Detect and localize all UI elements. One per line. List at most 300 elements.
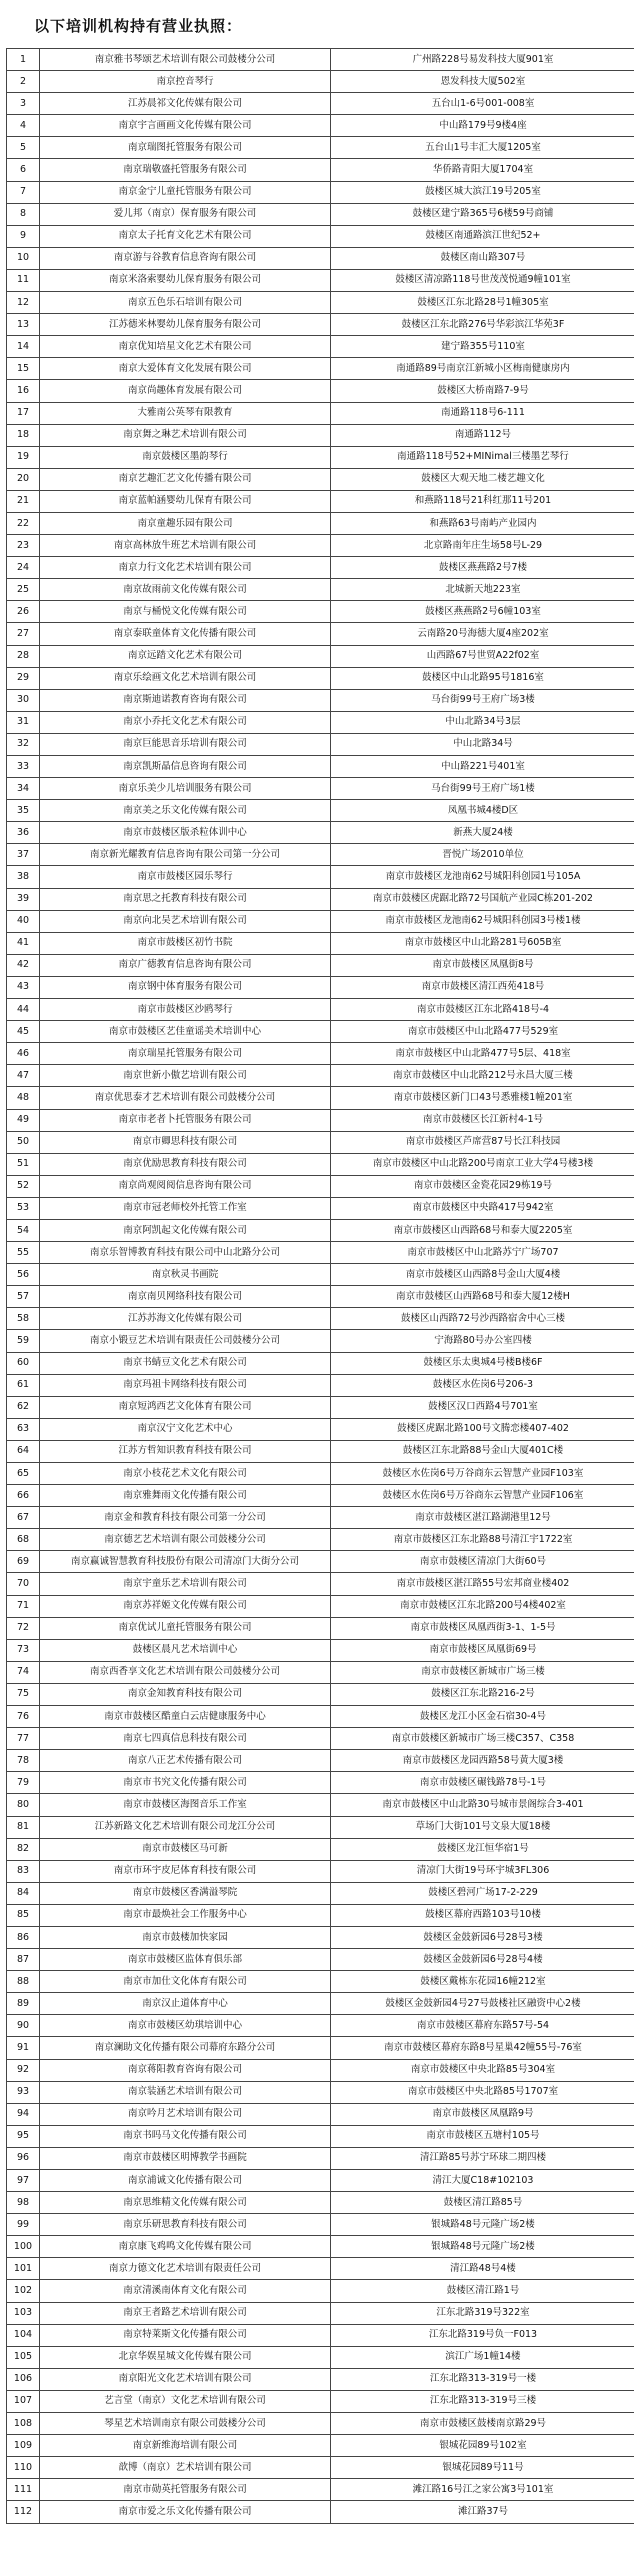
company-name: 南京装涵艺术培训有限公司 bbox=[40, 2081, 331, 2103]
company-address: 北城新天地223室 bbox=[331, 579, 634, 601]
row-number: 44 bbox=[7, 999, 40, 1021]
company-name: 南京市勋英托管服务有限公司 bbox=[40, 2479, 331, 2501]
company-name: 南京赢诚智慧教育科技股份有限公司清凉门大街分公司 bbox=[40, 1551, 331, 1573]
table-row bbox=[7, 247, 634, 269]
table-row bbox=[7, 1617, 634, 1639]
company-address: 滩江路37号 bbox=[331, 2501, 634, 2523]
table-row bbox=[7, 2302, 634, 2324]
table-row bbox=[7, 2346, 634, 2368]
row-number: 11 bbox=[7, 269, 40, 291]
row-number: 35 bbox=[7, 800, 40, 822]
row-number: 97 bbox=[7, 2170, 40, 2192]
table-row bbox=[7, 667, 634, 689]
row-number: 89 bbox=[7, 1993, 40, 2015]
company-name: 南京市环宇皮尼体育科技有限公司 bbox=[40, 1860, 331, 1882]
row-number: 1 bbox=[7, 49, 40, 71]
row-number: 101 bbox=[7, 2258, 40, 2280]
table-row bbox=[7, 93, 634, 115]
company-address: 南京市鼓楼区新城市广场三楼C357、C358 bbox=[331, 1728, 634, 1750]
company-name: 江苏晨祁文化传媒有限公司 bbox=[40, 93, 331, 115]
table-row bbox=[7, 1175, 634, 1197]
company-name: 南京宇言画画文化传媒有限公司 bbox=[40, 115, 331, 137]
table-row bbox=[7, 512, 634, 534]
company-address: 鼓楼区幕府西路103号10楼 bbox=[331, 1904, 634, 1926]
table-row bbox=[7, 2081, 634, 2103]
company-name: 鼓楼区晨凡艺术培训中心 bbox=[40, 1639, 331, 1661]
company-address: 南京市鼓楼区中央北路85号1707室 bbox=[331, 2081, 634, 2103]
table-row bbox=[7, 1308, 634, 1330]
row-number: 93 bbox=[7, 2081, 40, 2103]
row-number: 99 bbox=[7, 2214, 40, 2236]
company-name: 南京市鼓楼区幼琪培训中心 bbox=[40, 2015, 331, 2037]
row-number: 41 bbox=[7, 932, 40, 954]
company-name: 南京雅书琴颂艺术培训有限公司鼓楼分公司 bbox=[40, 49, 331, 71]
row-number: 16 bbox=[7, 380, 40, 402]
company-address: 南京市鼓楼区清凉门大街60号 bbox=[331, 1551, 634, 1573]
row-number: 80 bbox=[7, 1794, 40, 1816]
row-number: 107 bbox=[7, 2390, 40, 2412]
company-address: 清凉门大街19号环宇城3FL306 bbox=[331, 1860, 634, 1882]
row-number: 26 bbox=[7, 601, 40, 623]
company-name: 南京八正艺术传播有限公司 bbox=[40, 1750, 331, 1772]
company-name: 南京市老者卜托管服务有限公司 bbox=[40, 1109, 331, 1131]
document-title: 以下培训机构持有营业执照： bbox=[34, 17, 243, 35]
table-row bbox=[7, 1485, 634, 1507]
table-row bbox=[7, 1971, 634, 1993]
table-row bbox=[7, 1794, 634, 1816]
row-number: 30 bbox=[7, 689, 40, 711]
company-name: 南京瑞星托管服务有限公司 bbox=[40, 1043, 331, 1065]
row-number: 103 bbox=[7, 2302, 40, 2324]
company-address: 南京市鼓楼区碾钱路78号-1号 bbox=[331, 1772, 634, 1794]
table-row bbox=[7, 1440, 634, 1462]
table-row bbox=[7, 1860, 634, 1882]
row-number: 10 bbox=[7, 247, 40, 269]
company-name: 南京宇童乐艺术培训有限公司 bbox=[40, 1573, 331, 1595]
company-name: 南京童趣乐园有限公司 bbox=[40, 512, 331, 534]
table-row bbox=[7, 1197, 634, 1219]
row-number: 73 bbox=[7, 1639, 40, 1661]
company-name: 南京市书究文化传播有限公司 bbox=[40, 1772, 331, 1794]
company-address: 南京市鼓楼区清江西苑418号 bbox=[331, 976, 634, 998]
company-address: 南京市鼓楼区幕府东路8号星巢42幢55号-76室 bbox=[331, 2037, 634, 2059]
row-number: 20 bbox=[7, 468, 40, 490]
row-number: 55 bbox=[7, 1242, 40, 1264]
table-row bbox=[7, 1043, 634, 1065]
table-row bbox=[7, 1949, 634, 1971]
row-number: 6 bbox=[7, 159, 40, 181]
company-name: 南京思之托教育科技有限公司 bbox=[40, 888, 331, 910]
table-row bbox=[7, 181, 634, 203]
company-address: 南京市鼓楼区鼓楼南京路29号 bbox=[331, 2413, 634, 2435]
table-row bbox=[7, 1330, 634, 1352]
company-address: 鼓楼区南通路滨江世纪52+ bbox=[331, 225, 634, 247]
company-address: 鼓楼区水佐岗6号万谷商东云智慧产业园F103室 bbox=[331, 1463, 634, 1485]
company-name: 南京市鼓楼区园乐琴行 bbox=[40, 866, 331, 888]
row-number: 36 bbox=[7, 822, 40, 844]
table-row bbox=[7, 623, 634, 645]
company-address: 云南路20号海德大厦4座202室 bbox=[331, 623, 634, 645]
table-row bbox=[7, 866, 634, 888]
table-row bbox=[7, 932, 634, 954]
table-row bbox=[7, 2192, 634, 2214]
company-name: 南京尚趣体育发展有限公司 bbox=[40, 380, 331, 402]
company-address: 鼓楼区汉口西路4号701室 bbox=[331, 1396, 634, 1418]
row-number: 94 bbox=[7, 2103, 40, 2125]
row-number: 2 bbox=[7, 71, 40, 93]
table-row bbox=[7, 203, 634, 225]
company-name: 南京市爱之乐文化传播有限公司 bbox=[40, 2501, 331, 2523]
table-row bbox=[7, 2170, 634, 2192]
company-name: 南京力行文化艺术培训有限公司 bbox=[40, 557, 331, 579]
company-name: 南京凯斯晶信息咨询有限公司 bbox=[40, 756, 331, 778]
table-row bbox=[7, 733, 634, 755]
table-row bbox=[7, 1131, 634, 1153]
table-row bbox=[7, 1772, 634, 1794]
row-number: 83 bbox=[7, 1860, 40, 1882]
company-name: 南京广德教育信息咨询有限公司 bbox=[40, 954, 331, 976]
table-row bbox=[7, 225, 634, 247]
table-row bbox=[7, 2147, 634, 2169]
company-address: 中山路179号9楼4座 bbox=[331, 115, 634, 137]
table-row bbox=[7, 1286, 634, 1308]
row-number: 108 bbox=[7, 2413, 40, 2435]
company-address: 五台山1-6号001-008室 bbox=[331, 93, 634, 115]
row-number: 32 bbox=[7, 733, 40, 755]
table-row bbox=[7, 2280, 634, 2302]
company-name: 南京大爱体育文化发展有限公司 bbox=[40, 358, 331, 380]
company-address: 银城路48号元隆广场2楼 bbox=[331, 2214, 634, 2236]
table-row bbox=[7, 1065, 634, 1087]
company-address: 南京市鼓楼区江东北路418号-4 bbox=[331, 999, 634, 1021]
company-name: 南京瑞敬盛托管服务有限公司 bbox=[40, 159, 331, 181]
row-number: 51 bbox=[7, 1153, 40, 1175]
company-name: 南京市冠老师校外托管工作室 bbox=[40, 1197, 331, 1219]
company-name: 南京游与谷教育信息咨询有限公司 bbox=[40, 247, 331, 269]
company-name: 南京玛祖卡网络科技有限公司 bbox=[40, 1374, 331, 1396]
table-row bbox=[7, 1153, 634, 1175]
company-address: 南京市鼓楼区江东北路200号4楼402室 bbox=[331, 1595, 634, 1617]
company-address: 南京市鼓楼区龙池南62号城阳科创园1号105A bbox=[331, 866, 634, 888]
row-number: 53 bbox=[7, 1197, 40, 1219]
row-number: 110 bbox=[7, 2457, 40, 2479]
table-row bbox=[7, 579, 634, 601]
company-address: 晋悦广场2010单位 bbox=[331, 844, 634, 866]
company-name: 南京瑞图托管服务有限公司 bbox=[40, 137, 331, 159]
company-address: 滨江广场1幢14楼 bbox=[331, 2346, 634, 2368]
table-row bbox=[7, 645, 634, 667]
row-number: 87 bbox=[7, 1949, 40, 1971]
table-row bbox=[7, 1904, 634, 1926]
company-name: 大雅南公英琴有限教育 bbox=[40, 402, 331, 424]
row-number: 46 bbox=[7, 1043, 40, 1065]
company-name: 南京德艺艺术培训有限公司鼓楼分公司 bbox=[40, 1529, 331, 1551]
table-row bbox=[7, 2457, 634, 2479]
company-name: 南京浦诚文化传播有限公司 bbox=[40, 2170, 331, 2192]
row-number: 9 bbox=[7, 225, 40, 247]
row-number: 27 bbox=[7, 623, 40, 645]
company-address: 南京市鼓楼区中山北路30号城市景阁综合3-401 bbox=[331, 1794, 634, 1816]
company-name: 南京南贝网络科技有限公司 bbox=[40, 1286, 331, 1308]
company-name: 南京乐研思教育科技有限公司 bbox=[40, 2214, 331, 2236]
table-row bbox=[7, 269, 634, 291]
table-row bbox=[7, 336, 634, 358]
row-number: 39 bbox=[7, 888, 40, 910]
row-number: 50 bbox=[7, 1131, 40, 1153]
company-address: 新燕大厦24楼 bbox=[331, 822, 634, 844]
company-name: 南京市加仕文化体育有限公司 bbox=[40, 1971, 331, 1993]
row-number: 106 bbox=[7, 2368, 40, 2390]
table-row bbox=[7, 468, 634, 490]
company-name: 南京市最焕社会工作服务中心 bbox=[40, 1904, 331, 1926]
row-number: 84 bbox=[7, 1882, 40, 1904]
table-row bbox=[7, 2037, 634, 2059]
company-name: 江苏新路文化艺术培训有限公司龙江分公司 bbox=[40, 1816, 331, 1838]
company-address: 鼓楼区江东北路28号1幢305室 bbox=[331, 292, 634, 314]
company-address: 清江路48号4楼 bbox=[331, 2258, 634, 2280]
table-row bbox=[7, 1639, 634, 1661]
company-address: 鼓楼区江东北路88号金山大厦401C楼 bbox=[331, 1440, 634, 1462]
company-name: 南京泰联童体育文化传播有限公司 bbox=[40, 623, 331, 645]
row-number: 61 bbox=[7, 1374, 40, 1396]
row-number: 33 bbox=[7, 756, 40, 778]
company-name: 南京市鼓楼区香满溢琴院 bbox=[40, 1882, 331, 1904]
company-name: 南京蒋阳教育咨询有限公司 bbox=[40, 2059, 331, 2081]
table-row bbox=[7, 49, 634, 71]
company-address: 宁海路80号办公室四楼 bbox=[331, 1330, 634, 1352]
company-address: 华侨路青阳大厦1704室 bbox=[331, 159, 634, 181]
company-name: 江苏苏海文化传媒有限公司 bbox=[40, 1308, 331, 1330]
row-number: 45 bbox=[7, 1021, 40, 1043]
company-address: 鼓楼区清江路85号 bbox=[331, 2192, 634, 2214]
company-name: 南京市鼓楼区监体育俱乐部 bbox=[40, 1949, 331, 1971]
table-row bbox=[7, 1396, 634, 1418]
company-address: 南京市鼓楼区中山北路苏宁广场707 bbox=[331, 1242, 634, 1264]
company-name: 爱儿邦（南京）保育服务有限公司 bbox=[40, 203, 331, 225]
table-row bbox=[7, 800, 634, 822]
table-row bbox=[7, 1706, 634, 1728]
company-address: 南京市鼓楼区中央路417号942室 bbox=[331, 1197, 634, 1219]
table-row bbox=[7, 1595, 634, 1617]
row-number: 7 bbox=[7, 181, 40, 203]
company-name: 南京乐美少儿培训服务有限公司 bbox=[40, 778, 331, 800]
company-address: 南通路112号 bbox=[331, 424, 634, 446]
table-row bbox=[7, 2368, 634, 2390]
table-row bbox=[7, 1109, 634, 1131]
company-name: 南京秋灵书画院 bbox=[40, 1264, 331, 1286]
company-name: 南京书吗马文化传播有限公司 bbox=[40, 2125, 331, 2147]
company-address: 南京市鼓楼区五塘村105号 bbox=[331, 2125, 634, 2147]
table-row bbox=[7, 1661, 634, 1683]
row-number: 19 bbox=[7, 446, 40, 468]
row-number: 62 bbox=[7, 1396, 40, 1418]
company-name: 南京市鼓楼区酷童白云店健康服务中心 bbox=[40, 1706, 331, 1728]
company-address: 和燕路63号南屿产业园内 bbox=[331, 512, 634, 534]
company-name: 南京金和教育科技有限公司第一分公司 bbox=[40, 1507, 331, 1529]
company-name: 琴星艺术培训南京有限公司鼓楼分公司 bbox=[40, 2413, 331, 2435]
company-address: 中山北路34号3层 bbox=[331, 711, 634, 733]
row-number: 82 bbox=[7, 1838, 40, 1860]
company-name: 南京市鼓楼区艺佳童谣美术培训中心 bbox=[40, 1021, 331, 1043]
company-address: 南京市鼓楼区山西路68号和泰大厦12楼H bbox=[331, 1286, 634, 1308]
row-number: 72 bbox=[7, 1617, 40, 1639]
company-address: 南京市鼓楼区凤凰路9号 bbox=[331, 2103, 634, 2125]
company-name: 南京米洛索婴幼儿保育服务有限公司 bbox=[40, 269, 331, 291]
table-row bbox=[7, 2214, 634, 2236]
company-address: 鼓楼区城大滨江19号205室 bbox=[331, 181, 634, 203]
company-name: 南京优知培星文化艺术有限公司 bbox=[40, 336, 331, 358]
row-number: 105 bbox=[7, 2346, 40, 2368]
company-address: 五台山1号丰汇大厦1205室 bbox=[331, 137, 634, 159]
company-address: 鼓楼区中山北路95号1816室 bbox=[331, 667, 634, 689]
row-number: 42 bbox=[7, 954, 40, 976]
table-row bbox=[7, 1507, 634, 1529]
row-number: 64 bbox=[7, 1440, 40, 1462]
row-number: 69 bbox=[7, 1551, 40, 1573]
table-row bbox=[7, 2015, 634, 2037]
company-address: 滩江路16号江之家公寓3号101室 bbox=[331, 2479, 634, 2501]
company-address: 南京市鼓楼区凤凰西街3-1、1-5号 bbox=[331, 1617, 634, 1639]
company-address: 马台街99号王府广场3楼 bbox=[331, 689, 634, 711]
row-number: 4 bbox=[7, 115, 40, 137]
table-row bbox=[7, 2501, 634, 2523]
company-name: 南京钢中体育服务有限公司 bbox=[40, 976, 331, 998]
table-row bbox=[7, 1418, 634, 1440]
row-number: 100 bbox=[7, 2236, 40, 2258]
row-number: 74 bbox=[7, 1661, 40, 1683]
company-name: 北京华娱星城文化传媒有限公司 bbox=[40, 2346, 331, 2368]
row-number: 17 bbox=[7, 402, 40, 424]
company-name: 歆博（南京）艺术培训有限公司 bbox=[40, 2457, 331, 2479]
company-address: 马台街99号王府广场1楼 bbox=[331, 778, 634, 800]
row-number: 65 bbox=[7, 1463, 40, 1485]
company-address: 鼓楼区金鼓新园6号28号3楼 bbox=[331, 1926, 634, 1948]
company-address: 南京市鼓楼区中山北路477号529室 bbox=[331, 1021, 634, 1043]
company-address: 南京市鼓楼区中央北路85号304室 bbox=[331, 2059, 634, 2081]
company-address: 草场门大街101号文泉大厦18楼 bbox=[331, 1816, 634, 1838]
table-row bbox=[7, 1750, 634, 1772]
company-address: 银城花园89号102室 bbox=[331, 2435, 634, 2457]
row-number: 14 bbox=[7, 336, 40, 358]
company-name: 南京金知教育科技有限公司 bbox=[40, 1683, 331, 1705]
company-address: 南京市鼓楼区芦席营87号长江科技园 bbox=[331, 1131, 634, 1153]
company-address: 南京市鼓楼区山西路8号金山大厦4楼 bbox=[331, 1264, 634, 1286]
row-number: 8 bbox=[7, 203, 40, 225]
company-name: 南京雅舞雨文化传播有限公司 bbox=[40, 1485, 331, 1507]
company-name: 南京蓝帕涵婴幼儿保育有限公司 bbox=[40, 490, 331, 512]
table-row bbox=[7, 115, 634, 137]
company-address: 鼓楼区清江路1号 bbox=[331, 2280, 634, 2302]
row-number: 5 bbox=[7, 137, 40, 159]
company-name: 南京阳光文化艺术培训有限公司 bbox=[40, 2368, 331, 2390]
table-row bbox=[7, 1021, 634, 1043]
company-address: 山西路67号世贸A22f02室 bbox=[331, 645, 634, 667]
company-address: 鼓楼区燕燕路2号6幢103室 bbox=[331, 601, 634, 623]
row-number: 58 bbox=[7, 1308, 40, 1330]
row-number: 60 bbox=[7, 1352, 40, 1374]
company-name: 南京短鸿西艺文化体育有限公司 bbox=[40, 1396, 331, 1418]
table-row bbox=[7, 424, 634, 446]
company-address: 南京市鼓楼区湛江路湖港里12号 bbox=[331, 1507, 634, 1529]
company-name: 南京优试儿童托管服务有限公司 bbox=[40, 1617, 331, 1639]
company-address: 江东北路319号322室 bbox=[331, 2302, 634, 2324]
company-name: 南京高林放牛班艺术培训有限公司 bbox=[40, 535, 331, 557]
company-name: 南京美之乐文化传媒有限公司 bbox=[40, 800, 331, 822]
company-name: 南京尚观阅阅信息咨询有限公司 bbox=[40, 1175, 331, 1197]
company-address: 南京市鼓楼区新城市广场三楼 bbox=[331, 1661, 634, 1683]
row-number: 37 bbox=[7, 844, 40, 866]
company-name: 南京王者路艺术培训有限公司 bbox=[40, 2302, 331, 2324]
company-name: 南京舞之琳艺术培训有限公司 bbox=[40, 424, 331, 446]
company-address: 中山北路34号 bbox=[331, 733, 634, 755]
row-number: 28 bbox=[7, 645, 40, 667]
table-row bbox=[7, 601, 634, 623]
company-address: 南京市鼓楼区江东北路88号清江宇1722室 bbox=[331, 1529, 634, 1551]
table-row bbox=[7, 689, 634, 711]
row-number: 54 bbox=[7, 1219, 40, 1241]
company-name: 南京小锻豆艺术培训有限责任公司鼓楼分公司 bbox=[40, 1330, 331, 1352]
row-number: 66 bbox=[7, 1485, 40, 1507]
company-address: 鼓楼区金鼓新园4号27号鼓楼社区融资中心2楼 bbox=[331, 1993, 634, 2015]
company-address: 鼓楼区燕燕路2号7楼 bbox=[331, 557, 634, 579]
table-row bbox=[7, 2413, 634, 2435]
table-row bbox=[7, 888, 634, 910]
table-row bbox=[7, 910, 634, 932]
company-address: 南京市鼓楼区幕府东路57号-54 bbox=[331, 2015, 634, 2037]
table-row bbox=[7, 2103, 634, 2125]
row-number: 98 bbox=[7, 2192, 40, 2214]
row-number: 67 bbox=[7, 1507, 40, 1529]
table-row bbox=[7, 778, 634, 800]
row-number: 15 bbox=[7, 358, 40, 380]
row-number: 13 bbox=[7, 314, 40, 336]
company-address: 鼓楼区江东北路216-2号 bbox=[331, 1683, 634, 1705]
company-name: 南京小乔托文化艺术有限公司 bbox=[40, 711, 331, 733]
company-address: 南京市鼓楼区中山北路477号5层、418室 bbox=[331, 1043, 634, 1065]
company-address: 鼓楼区龙江小区金石宿30-4号 bbox=[331, 1706, 634, 1728]
row-number: 68 bbox=[7, 1529, 40, 1551]
row-number: 18 bbox=[7, 424, 40, 446]
row-number: 104 bbox=[7, 2324, 40, 2346]
company-address: 南京市鼓楼区凤凰街8号 bbox=[331, 954, 634, 976]
company-name: 南京斯迪诺教育咨询有限公司 bbox=[40, 689, 331, 711]
table-row bbox=[7, 844, 634, 866]
table-row bbox=[7, 822, 634, 844]
company-address: 南通路118号6-111 bbox=[331, 402, 634, 424]
row-number: 79 bbox=[7, 1772, 40, 1794]
company-name: 南京西香享文化艺术培训有限公司鼓楼分公司 bbox=[40, 1661, 331, 1683]
company-name: 南京思维精文化传媒有限公司 bbox=[40, 2192, 331, 2214]
company-address: 南京市鼓楼区龙池南62号城阳科创园3号楼1楼 bbox=[331, 910, 634, 932]
company-name: 南京远踏文化艺术有限公司 bbox=[40, 645, 331, 667]
table-row bbox=[7, 1463, 634, 1485]
company-name: 南京市鼓楼区版杀粒体训中心 bbox=[40, 822, 331, 844]
company-address: 鼓楼区戴栋东花园16幢212室 bbox=[331, 1971, 634, 1993]
company-name: 南京康飞鸡鸣文化传媒有限公司 bbox=[40, 2236, 331, 2258]
table-row bbox=[7, 535, 634, 557]
row-number: 112 bbox=[7, 2501, 40, 2523]
table-row bbox=[7, 1926, 634, 1948]
row-number: 12 bbox=[7, 292, 40, 314]
table-row bbox=[7, 1352, 634, 1374]
row-number: 77 bbox=[7, 1728, 40, 1750]
row-number: 81 bbox=[7, 1816, 40, 1838]
row-number: 21 bbox=[7, 490, 40, 512]
company-name: 南京市鼓楼区明博教学书画院 bbox=[40, 2147, 331, 2169]
table-row bbox=[7, 159, 634, 181]
company-address: 南京市鼓楼区山西路68号和泰大厦2205室 bbox=[331, 1219, 634, 1241]
institutions-table bbox=[6, 48, 634, 2524]
